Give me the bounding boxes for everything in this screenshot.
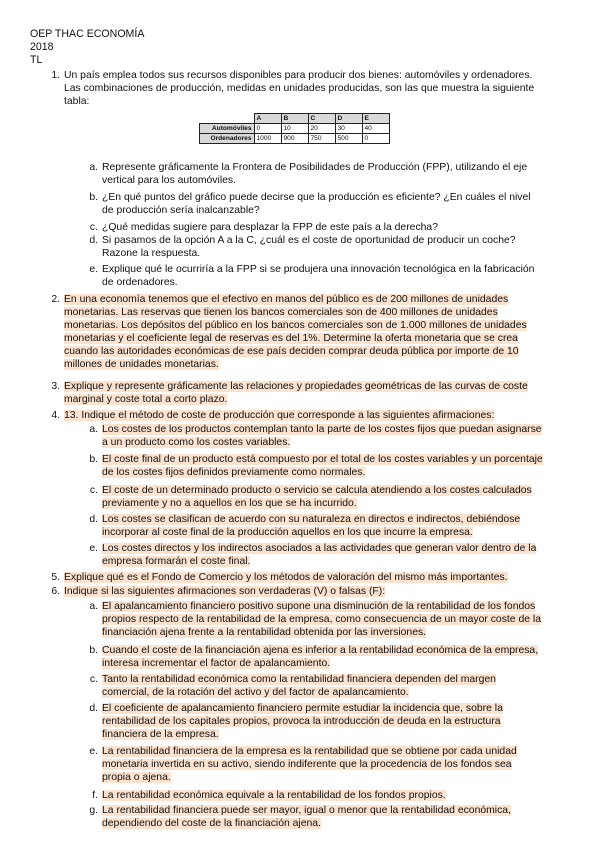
table-col-header: E bbox=[362, 114, 389, 124]
question-text-line: tabla: bbox=[64, 95, 90, 107]
question-text-line: Un país emplea todos sus recursos disponibles para producir dos bienes: automóviles y ordenadores. bbox=[64, 70, 533, 81]
question-text-line: Explique qué es el Fondo de Comercio y los métodos de valoración del mismo más importantes. bbox=[64, 572, 508, 583]
question-text-line: marginal y coste total a corto plazo. bbox=[64, 393, 228, 405]
subitem-letter: b. bbox=[89, 192, 98, 203]
table-cell: 40 bbox=[362, 124, 389, 134]
subitem-text-line: rentabilidad de los capitales propios, provoca la introducción de deuda en la estructura bbox=[102, 715, 501, 727]
subitem-text-line: de los costes fijos definidos previamente como normales. bbox=[102, 466, 366, 478]
subitem-letter: g. bbox=[89, 805, 98, 816]
question-text-line: Indique si las siguientes afirmaciones son verdaderas (V) o falsas (F): bbox=[64, 586, 386, 597]
question-number: 1. bbox=[51, 70, 60, 81]
table-corner bbox=[200, 114, 255, 124]
question-text-line: monetarias. Las reservas que tienen los bancos comerciales son de 400 millones de unidades bbox=[64, 306, 498, 318]
header-initials: TL bbox=[30, 54, 43, 66]
question-text-line: millones de unidades monetarias. bbox=[64, 358, 219, 370]
subitem-text-line: Si pasamos de la opción A a la C, ¿cuál es el coste de oportunidad de producir un coche? bbox=[102, 235, 516, 246]
header-title: OEP THAC ECONOMÍA bbox=[30, 28, 145, 40]
subitem-text-line: incorporar al coste final de la producción aquellos en los que incurre la empresa. bbox=[102, 526, 473, 538]
question-number: 2. bbox=[51, 294, 60, 305]
subitem-text-line: de ordenadores. bbox=[102, 276, 178, 288]
question-text-line: monetarias y el coeficiente legal de reservas es del 1%. Determine la oferta monetaria que se crea bbox=[64, 332, 518, 344]
question-text-line: cuando las autoridades económicas de ese país deciden comprar deuda pública por importe de 10 bbox=[64, 345, 519, 357]
subitem-text-line: La rentabilidad financiera de la empresa es la rentabilidad que se obtiene por cada unidad bbox=[102, 746, 517, 757]
table-cell: 30 bbox=[335, 124, 362, 134]
subitem-letter: b. bbox=[89, 645, 98, 656]
subitem-letter: c. bbox=[89, 674, 98, 685]
subitem-text-line: La rentabilidad financiera puede ser mayor, igual o menor que la rentabilidad económica, bbox=[102, 805, 511, 816]
subitem-letter: a. bbox=[89, 162, 98, 173]
subitem-text-line: de producción sería inalcanzable? bbox=[102, 204, 260, 216]
table-col-header: D bbox=[335, 114, 362, 124]
subitem-letter: f. bbox=[92, 790, 98, 801]
subitem-text-line: La rentabilidad económica equivale a la rentabilidad de los fondos propios. bbox=[102, 790, 446, 801]
subitem-letter: a. bbox=[89, 601, 98, 612]
subitem-text-line: ¿Qué medidas sugiere para desplazar la FPP de este país a la derecha? bbox=[102, 222, 438, 233]
table-cell: 10 bbox=[281, 124, 308, 134]
table-col-header: C bbox=[308, 114, 335, 124]
subitem-text-line: propia o ajena. bbox=[102, 771, 171, 783]
question-number: 6. bbox=[51, 586, 60, 597]
subitem-text-line: dependiendo del coste de la financiación ajena. bbox=[102, 817, 321, 829]
document-header bbox=[30, 28, 144, 67]
table-row bbox=[200, 134, 390, 144]
subitem-text-line: ¿En qué puntos del gráfico puede decirse que la producción es eficiente? ¿En cuáles el nivel bbox=[102, 192, 531, 203]
subitem-text-line: vertical para los automóviles. bbox=[102, 174, 236, 186]
question-number: 4. bbox=[51, 410, 60, 421]
question-text-line: Las combinaciones de producción, medidas en unidades producidas, son las que muestra la siguiente bbox=[64, 82, 535, 94]
subitem-letter: e. bbox=[89, 543, 98, 554]
subitem-letter: d. bbox=[89, 235, 98, 246]
subitem-text-line: Tanto la rentabilidad económica como la rentabilidad financiera dependen del margen bbox=[102, 674, 496, 685]
subitem-text-line: propios respecto de la rentabilidad de la empresa, como consecuencia de un mayor coste de la bbox=[102, 613, 541, 625]
subitem-letter: c. bbox=[89, 485, 98, 496]
table-cell: 0 bbox=[254, 124, 281, 134]
subitem-letter: d. bbox=[89, 703, 98, 714]
subitem-text-line: El coste de un determinado producto o servicio se calcula atendiendo a los costes calculados bbox=[102, 485, 532, 496]
question-number: 5. bbox=[51, 572, 60, 583]
subitem-text-line: financiera de la empresa. bbox=[102, 728, 219, 740]
subitem-text-line: Razone la respuesta. bbox=[102, 247, 201, 259]
subitem-letter: e. bbox=[89, 746, 98, 757]
header-year: 2018 bbox=[30, 41, 54, 53]
subitem-text-line: comercial, de la rotación del activo y del factor de apalancamiento. bbox=[102, 686, 409, 698]
table-row-header: Ordenadores bbox=[200, 134, 255, 144]
subitem-text-line: Explique qué le ocurriría a la FPP si se produjera una innovación tecnológica en la fabricación bbox=[102, 264, 535, 275]
table-cell: 0 bbox=[362, 134, 389, 144]
table-col-header: B bbox=[281, 114, 308, 124]
subitem-text-line: Represente gráficamente la Frontera de Posibilidades de Producción (FPP), utilizando el eje bbox=[102, 162, 528, 173]
subitem-text-line: El coeficiente de apalancamiento financiero permite estudiar la incidencia que, sobre la bbox=[102, 703, 503, 714]
subitem-text-line: Los costes directos y los indirectos asociados a las actividades que generan valor dentro de la bbox=[102, 543, 537, 554]
table-cell: 750 bbox=[308, 134, 335, 144]
table-row bbox=[200, 124, 390, 134]
question-text-line: monetarias. Los depósitos del público en los bancos comerciales son de 1.000 millones de unidades bbox=[64, 319, 527, 331]
subitem-text-line: Los costes se clasifican de acuerdo con su naturaleza en directos e indirectos, debiéndose bbox=[102, 514, 521, 525]
subitem-text-line: previamente y no a aquellos en los que se ha incurrido. bbox=[102, 497, 357, 509]
subitem-letter: a. bbox=[89, 424, 98, 435]
question-number: 3. bbox=[51, 381, 60, 392]
subitem-letter: d. bbox=[89, 514, 98, 525]
subitem-text-line: interesa incrementar el factor de apalancamiento. bbox=[102, 657, 331, 669]
subitem-text-line: El apalancamiento financiero positivo supone una disminución de la rentabilidad de los fondos bbox=[102, 601, 536, 612]
table-cell: 500 bbox=[335, 134, 362, 144]
subitem-text-line: monetaria invertida en su activo, siendo indiferente que la procedencia de los fondos sea bbox=[102, 758, 512, 770]
production-table bbox=[199, 113, 390, 144]
subitem-text-line: financiación ajena frente a la rentabilidad obtenida por las inversiones. bbox=[102, 626, 427, 638]
question-text-line: Explique y represente gráficamente las relaciones y propiedades geométricas de las curvas de coste bbox=[64, 381, 528, 392]
question-text-line: 13. Indique el método de coste de producción que corresponde a las siguientes afirmaciones: bbox=[64, 410, 495, 421]
table-cell: 20 bbox=[308, 124, 335, 134]
subitem-text-line: Los costes de los productos contemplan tanto la parte de los costes fijos que puedan asignarse bbox=[102, 424, 542, 435]
subitem-letter: c. bbox=[89, 222, 98, 233]
subitem-letter: b. bbox=[89, 454, 98, 465]
subitem-text-line: a un producto como los costes variables. bbox=[102, 436, 291, 448]
table-row-header: Automóviles bbox=[200, 124, 255, 134]
table-cell: 1000 bbox=[254, 134, 281, 144]
question-text-line: En una economía tenemos que el efectivo en manos del público es de 200 millones de unidades bbox=[64, 294, 509, 305]
subitem-text-line: Cuando el coste de la financiación ajena es inferior a la rentabilidad económica de la empresa, bbox=[102, 645, 539, 656]
table-cell: 900 bbox=[281, 134, 308, 144]
table-col-header: A bbox=[254, 114, 281, 124]
subitem-letter: e. bbox=[89, 264, 98, 275]
subitem-text-line: El coste final de un producto está compuesto por el total de los costes variables y un porcentaje bbox=[102, 454, 543, 465]
subitem-text-line: empresa formarán el coste final. bbox=[102, 555, 251, 567]
